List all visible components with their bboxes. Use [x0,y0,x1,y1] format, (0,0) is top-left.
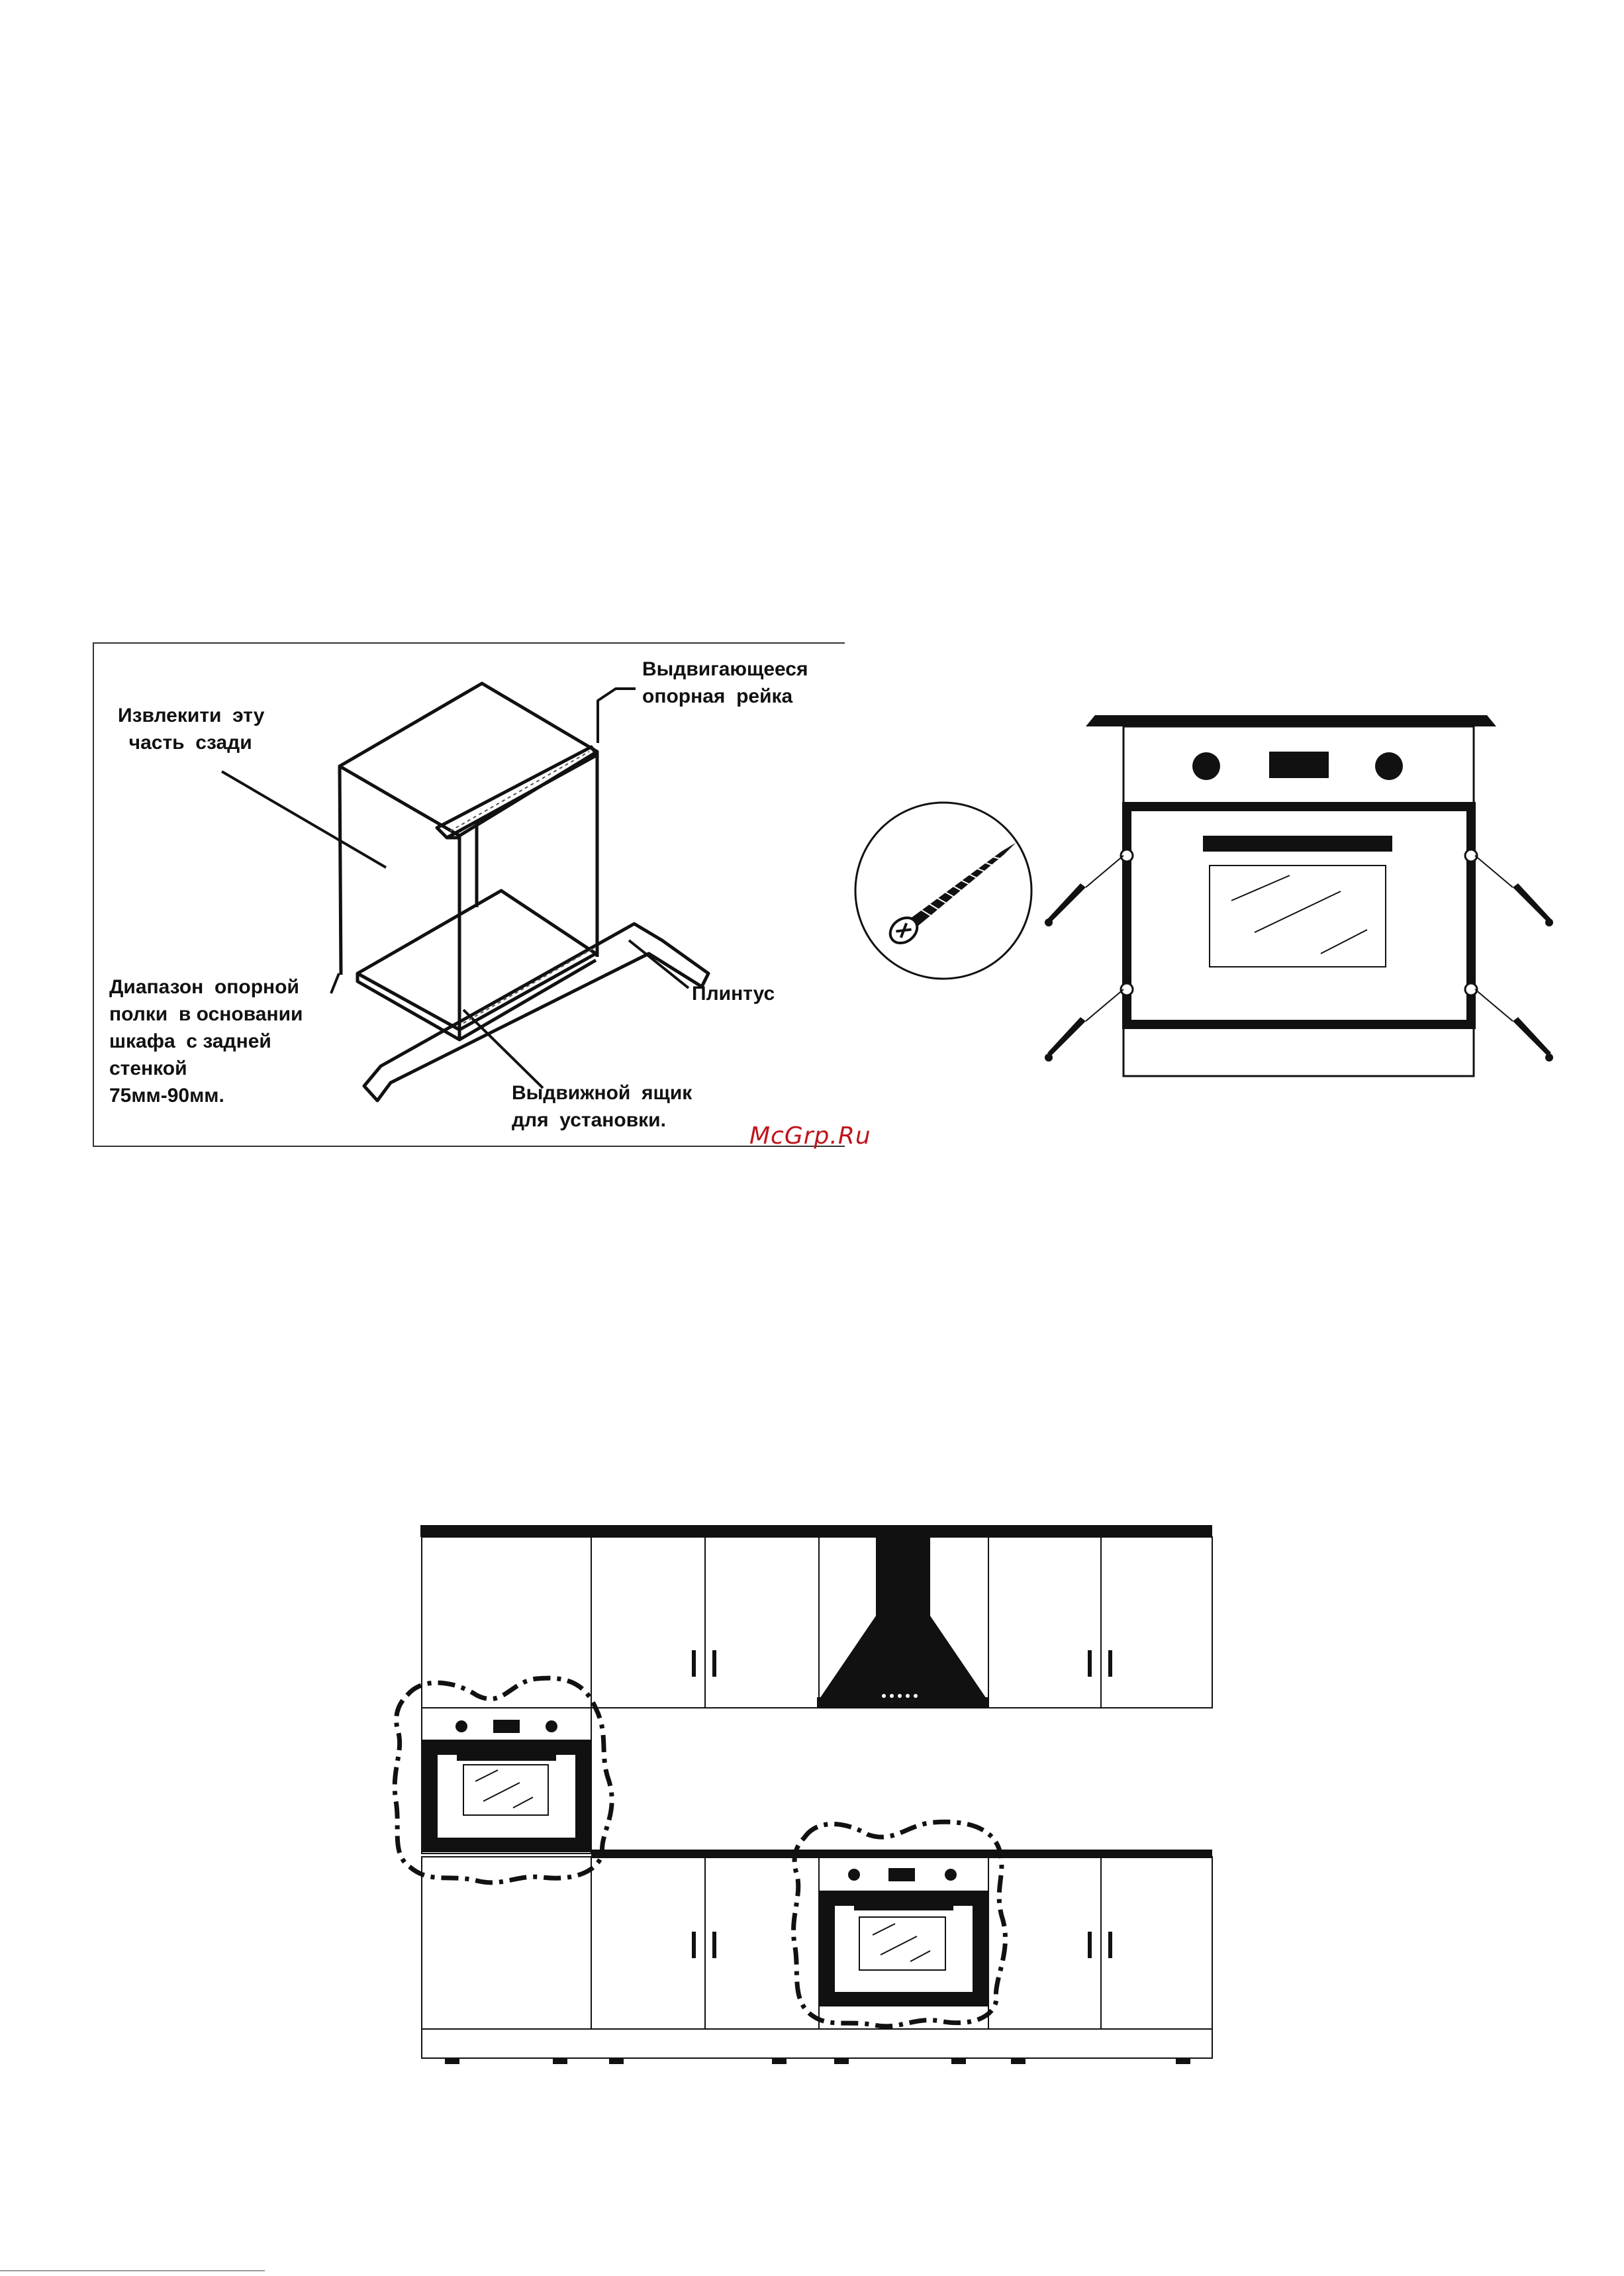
upper-cabinet-top-bar [420,1525,1212,1537]
label-remove-part: Извлекити эту часть сзади [118,705,265,754]
countertop [591,1850,1212,1858]
range-hood-icon [817,1537,989,1708]
label-sliding-rail: Выдвигающееся опорная рейка [642,658,808,707]
label-shelf-range: Диапазон опорной полки в основании шкафа с задней стенкой 75мм-90мм. [109,976,303,1107]
page-bottom-rule [0,2270,265,2271]
label-drawer: Выдвижной ящик для установки. [512,1082,693,1131]
watermark: McGrp.Ru [749,1122,871,1150]
lower-oven-icon [819,1868,988,2006]
upper-oven-icon [422,1720,591,1852]
label-plinth: Плинтус [692,983,775,1005]
